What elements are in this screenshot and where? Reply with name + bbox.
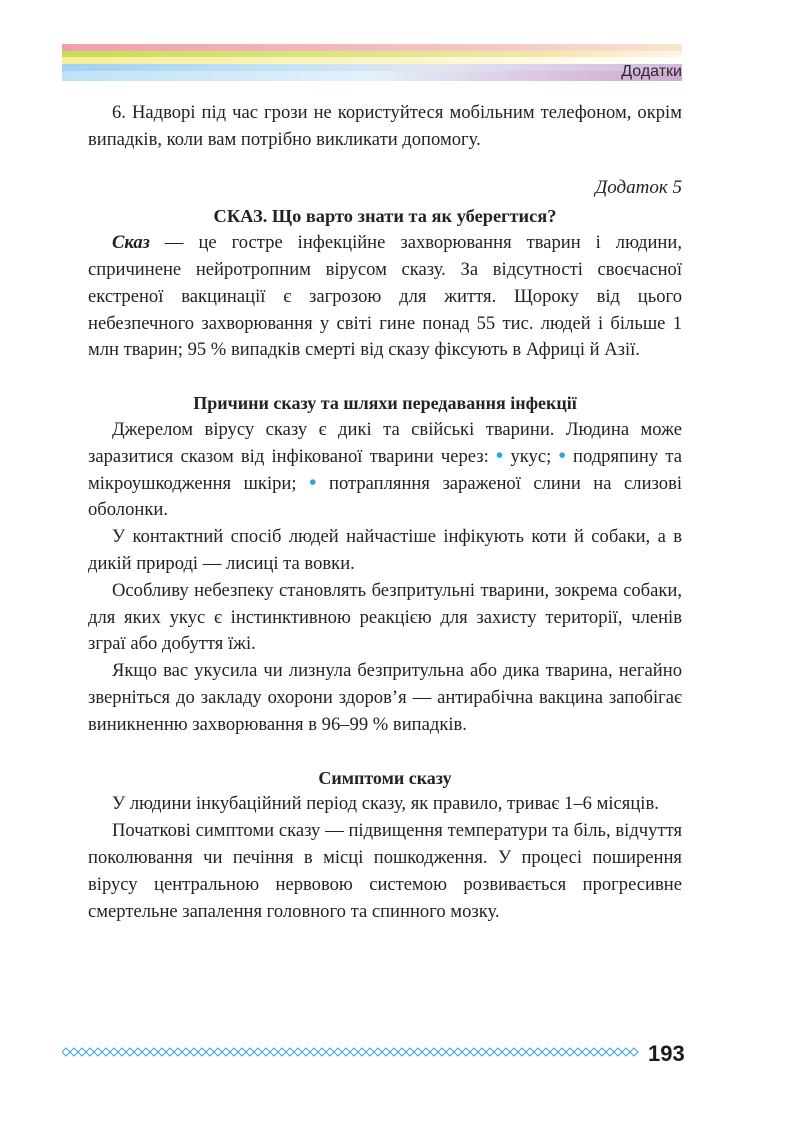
section-title-causes: Причини сказу та шляхи передавання інфекції [193, 393, 577, 414]
intro-paragraph: 6. Надворі під час грози не користуйтеся мобільним телефоном, окрім випадків, коли вам потрібно викликати допомогу. [88, 102, 682, 150]
header-stripe-violet [62, 71, 682, 81]
footer-ornament [62, 1047, 640, 1057]
header-stripe-blue [62, 64, 682, 71]
header-stripe-pink [62, 44, 682, 51]
bullet-icon: • [558, 442, 566, 467]
section-title-symptoms: Симптоми сказу [318, 767, 452, 788]
bullet-item: подряпину та мікроушкодження шкіри; [88, 445, 682, 494]
causes-paragraph-1 [88, 417, 682, 524]
symptoms-paragraph-1: У людини інкубаційний період сказу, як правило, триває 1–6 місяців. [112, 793, 659, 815]
page-number: 193 [648, 1041, 685, 1066]
causes-paragraph-4: Якщо вас укусила чи лизнула безпритульна або дика тварина, негайно зверніться до закладу охорони здоров’я — антирабічна вакцина запобігає виникненню захворювання в 96–99 % випадків. [88, 660, 682, 735]
page-content [88, 100, 682, 925]
bullet-icon: • [495, 442, 504, 467]
causes-paragraph-3: Особливу небезпеку становлять безпритульні тварини, зокрема собаки, для яких укус є інстинктивною реакцією для захисту території, членів зграї або добуття їжі. [88, 579, 682, 655]
definition-text: — це гостре інфекційне захворювання тварин і людини, спричинене нейротропним вірусом сказу. За відсутності своєчасної екстреної вакцинації є загрозою для життя. Щороку від цього небезпечного захворювання у світі гине понад 55 тис. людей і більше 1 млн тварин; 95 % випадків смерті від сказу фіксують в Африці й Азії. [88, 232, 682, 361]
definition-paragraph [88, 230, 682, 364]
causes-paragraph-2: У контактний спосіб людей найчастіше інфікують коти й собаки, а в дикій природі — лисиці та вовки. [88, 526, 682, 574]
bullet-item: укус; [510, 445, 552, 467]
page-title: СКАЗ. Що варто знати та як уберегтися? [213, 206, 557, 227]
header-stripe-yellow [62, 57, 682, 64]
bullet-item: потрапляння зараженої слини на слизові оболонки. [88, 472, 683, 521]
diamond-chain [62, 1048, 638, 1056]
running-header: Додатки [621, 63, 682, 80]
causes-lead-text: Джерелом вірусу сказу є дикі та свійські тварини. Людина може заразитися сказом від інфікованої тварини через: [88, 418, 682, 467]
bullet-icon: • [309, 469, 317, 494]
definition-term: Сказ [112, 232, 150, 254]
symptoms-paragraph-2: Початкові симптоми сказу — підвищення температури та біль, відчуття поколювання чи печіння в місці пошкодження. У процесі поширення вірусу центральною нервовою системою розвивається прогресивне смертельне запалення головного та спинного мозку. [88, 820, 682, 922]
appendix-label: Додаток 5 [595, 176, 682, 198]
